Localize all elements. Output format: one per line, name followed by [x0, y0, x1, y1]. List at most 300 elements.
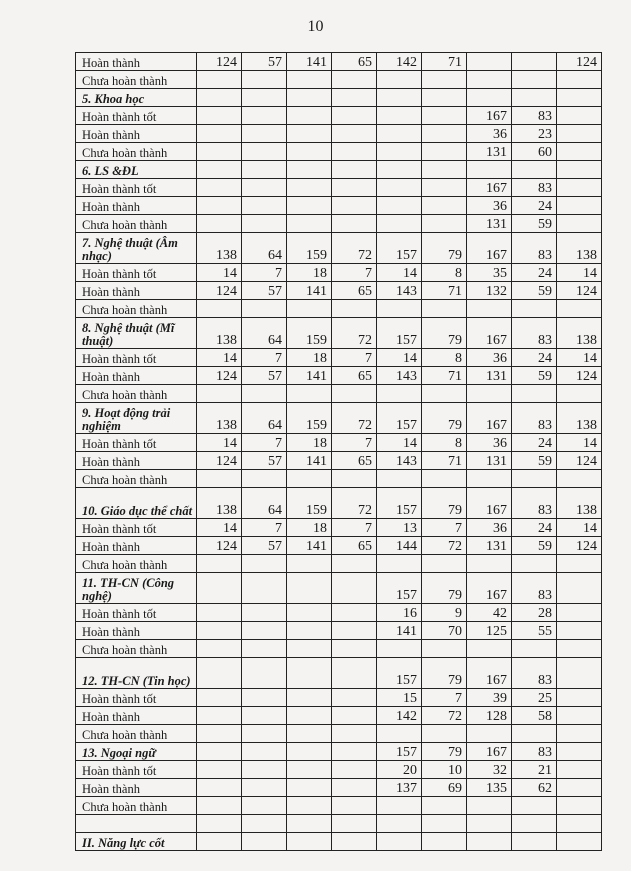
value-cell [287, 604, 332, 622]
table-row [76, 797, 602, 815]
value-cell: 39 [467, 689, 512, 707]
value-cell [287, 125, 332, 143]
value-cell: 167 [467, 107, 512, 125]
section-title: 7. Nghệ thuật (Âm nhạc) [76, 233, 197, 264]
value-cell: 159 [287, 488, 332, 519]
value-cell [377, 179, 422, 197]
value-cell: 24 [512, 264, 557, 282]
value-cell: 59 [512, 452, 557, 470]
value-cell [287, 658, 332, 689]
row-label: Hoàn thành [76, 452, 197, 470]
value-cell [287, 555, 332, 573]
value-cell: 57 [242, 537, 287, 555]
value-cell [512, 71, 557, 89]
value-cell: 15 [377, 689, 422, 707]
value-cell [332, 197, 377, 215]
value-cell: 21 [512, 761, 557, 779]
value-cell [512, 555, 557, 573]
value-cell [467, 725, 512, 743]
value-cell: 124 [557, 452, 602, 470]
value-cell [332, 815, 377, 833]
value-cell [557, 107, 602, 125]
value-cell [287, 689, 332, 707]
value-cell: 7 [332, 264, 377, 282]
value-cell: 55 [512, 622, 557, 640]
value-cell: 157 [377, 573, 422, 604]
value-cell: 18 [287, 264, 332, 282]
value-cell [242, 761, 287, 779]
value-cell: 72 [422, 537, 467, 555]
value-cell: 79 [422, 573, 467, 604]
value-cell [377, 385, 422, 403]
value-cell: 167 [467, 743, 512, 761]
value-cell: 69 [422, 779, 467, 797]
value-cell [242, 385, 287, 403]
section-title: 9. Hoạt động trải nghiệm [76, 403, 197, 434]
value-cell: 83 [512, 403, 557, 434]
value-cell [422, 815, 467, 833]
value-cell: 157 [377, 743, 422, 761]
value-cell [557, 215, 602, 233]
value-cell [197, 640, 242, 658]
value-cell: 59 [512, 215, 557, 233]
value-cell [287, 197, 332, 215]
table-row [76, 179, 602, 197]
section-title: 13. Ngoại ngữ [76, 743, 197, 761]
value-cell [377, 161, 422, 179]
value-cell [557, 743, 602, 761]
value-cell [242, 89, 287, 107]
value-cell [287, 573, 332, 604]
value-cell: 79 [422, 318, 467, 349]
value-cell [467, 815, 512, 833]
value-cell [557, 761, 602, 779]
value-cell [557, 622, 602, 640]
value-cell [242, 179, 287, 197]
value-cell [467, 53, 512, 71]
value-cell: 24 [512, 349, 557, 367]
value-cell: 79 [422, 743, 467, 761]
value-cell [377, 71, 422, 89]
table-row [76, 555, 602, 573]
value-cell [197, 71, 242, 89]
value-cell: 24 [512, 197, 557, 215]
value-cell: 83 [512, 233, 557, 264]
value-cell: 131 [467, 143, 512, 161]
value-cell [287, 385, 332, 403]
table-row [76, 470, 602, 488]
value-cell [332, 622, 377, 640]
value-cell: 65 [332, 282, 377, 300]
row-label: Hoàn thành tốt [76, 519, 197, 537]
value-cell: 83 [512, 743, 557, 761]
row-label: Chưa hoàn thành [76, 725, 197, 743]
table-row [76, 71, 602, 89]
value-cell: 10 [422, 761, 467, 779]
table-row [76, 707, 602, 725]
table-row [76, 537, 602, 555]
value-cell: 141 [377, 622, 422, 640]
value-cell: 131 [467, 215, 512, 233]
value-cell: 135 [467, 779, 512, 797]
row-label: Hoàn thành tốt [76, 179, 197, 197]
value-cell [377, 797, 422, 815]
value-cell: 36 [467, 197, 512, 215]
section-title: 8. Nghệ thuật (Mĩ thuật) [76, 318, 197, 349]
results-table [75, 52, 602, 851]
value-cell [557, 779, 602, 797]
section-header-row [76, 658, 602, 689]
value-cell [242, 833, 287, 851]
value-cell [197, 215, 242, 233]
value-cell [557, 689, 602, 707]
value-cell [242, 815, 287, 833]
value-cell: 124 [557, 367, 602, 385]
value-cell [512, 89, 557, 107]
value-cell [467, 89, 512, 107]
table-row [76, 197, 602, 215]
row-label: Hoàn thành tốt [76, 689, 197, 707]
section-title: 11. TH-CN (Công nghệ) [76, 573, 197, 604]
value-cell [332, 89, 377, 107]
value-cell: 131 [467, 452, 512, 470]
value-cell [557, 143, 602, 161]
value-cell [377, 143, 422, 161]
section-header-row [76, 743, 602, 761]
value-cell: 59 [512, 282, 557, 300]
value-cell [332, 573, 377, 604]
value-cell: 25 [512, 689, 557, 707]
value-cell: 57 [242, 53, 287, 71]
value-cell [467, 470, 512, 488]
value-cell [332, 125, 377, 143]
value-cell: 28 [512, 604, 557, 622]
value-cell: 141 [287, 367, 332, 385]
value-cell [557, 707, 602, 725]
value-cell: 124 [197, 53, 242, 71]
value-cell [287, 179, 332, 197]
table-body [76, 53, 602, 851]
value-cell: 16 [377, 604, 422, 622]
value-cell [242, 797, 287, 815]
value-cell [287, 640, 332, 658]
row-label: Hoàn thành [76, 53, 197, 71]
value-cell [467, 555, 512, 573]
value-cell [332, 470, 377, 488]
table-row [76, 349, 602, 367]
value-cell: 36 [467, 434, 512, 452]
value-cell: 24 [512, 434, 557, 452]
value-cell: 142 [377, 53, 422, 71]
value-cell: 14 [377, 349, 422, 367]
value-cell [197, 815, 242, 833]
value-cell [557, 197, 602, 215]
value-cell: 138 [557, 233, 602, 264]
value-cell: 141 [287, 282, 332, 300]
value-cell: 138 [197, 488, 242, 519]
value-cell: 59 [512, 537, 557, 555]
value-cell [242, 640, 287, 658]
value-cell: 128 [467, 707, 512, 725]
value-cell [242, 707, 287, 725]
section-header-row [76, 233, 602, 264]
value-cell: 7 [332, 349, 377, 367]
value-cell [422, 797, 467, 815]
value-cell [377, 300, 422, 318]
value-cell [467, 640, 512, 658]
value-cell [287, 161, 332, 179]
value-cell: 36 [467, 519, 512, 537]
row-label: Chưa hoàn thành [76, 300, 197, 318]
value-cell [287, 89, 332, 107]
row-label: Hoàn thành [76, 707, 197, 725]
value-cell: 124 [557, 537, 602, 555]
value-cell [197, 385, 242, 403]
row-label: Hoàn thành [76, 197, 197, 215]
value-cell [242, 555, 287, 573]
value-cell [332, 179, 377, 197]
row-label: Chưa hoàn thành [76, 215, 197, 233]
value-cell [332, 143, 377, 161]
value-cell [512, 815, 557, 833]
value-cell [287, 215, 332, 233]
table-row [76, 107, 602, 125]
value-cell: 138 [197, 318, 242, 349]
value-cell [332, 215, 377, 233]
value-cell: 142 [377, 707, 422, 725]
value-cell [197, 179, 242, 197]
value-cell: 159 [287, 318, 332, 349]
value-cell: 64 [242, 233, 287, 264]
value-cell: 157 [377, 233, 422, 264]
value-cell [242, 71, 287, 89]
value-cell [512, 300, 557, 318]
section-header-row [76, 573, 602, 604]
value-cell [197, 622, 242, 640]
value-cell: 7 [242, 519, 287, 537]
value-cell: 83 [512, 658, 557, 689]
value-cell: 71 [422, 282, 467, 300]
value-cell: 36 [467, 125, 512, 143]
value-cell: 71 [422, 53, 467, 71]
value-cell: 124 [557, 282, 602, 300]
row-label: Hoàn thành [76, 367, 197, 385]
value-cell [332, 555, 377, 573]
value-cell [422, 197, 467, 215]
value-cell [287, 833, 332, 851]
value-cell [422, 470, 467, 488]
value-cell: 144 [377, 537, 422, 555]
table-row [76, 367, 602, 385]
section-header-row [76, 318, 602, 349]
table-row [76, 689, 602, 707]
value-cell [557, 725, 602, 743]
value-cell [242, 470, 287, 488]
value-cell [242, 779, 287, 797]
value-cell [197, 470, 242, 488]
value-cell: 24 [512, 519, 557, 537]
value-cell [287, 779, 332, 797]
value-cell: 7 [422, 519, 467, 537]
table-row [76, 300, 602, 318]
section-title: 6. LS &ĐL [76, 161, 197, 179]
value-cell: 143 [377, 452, 422, 470]
row-label: Hoàn thành [76, 282, 197, 300]
value-cell: 14 [557, 349, 602, 367]
value-cell [467, 300, 512, 318]
value-cell [422, 725, 467, 743]
value-cell: 157 [377, 658, 422, 689]
value-cell: 70 [422, 622, 467, 640]
value-cell [287, 725, 332, 743]
value-cell: 13 [377, 519, 422, 537]
value-cell: 65 [332, 537, 377, 555]
value-cell [422, 385, 467, 403]
value-cell [242, 573, 287, 604]
value-cell [422, 300, 467, 318]
value-cell [557, 179, 602, 197]
table-row [76, 622, 602, 640]
value-cell [377, 555, 422, 573]
value-cell [242, 689, 287, 707]
value-cell [287, 143, 332, 161]
value-cell [557, 815, 602, 833]
value-cell: 124 [197, 537, 242, 555]
value-cell [332, 725, 377, 743]
value-cell [557, 573, 602, 604]
table-row [76, 452, 602, 470]
value-cell: 157 [377, 403, 422, 434]
value-cell: 62 [512, 779, 557, 797]
value-cell [242, 725, 287, 743]
table-row [76, 385, 602, 403]
value-cell: 64 [242, 318, 287, 349]
value-cell [557, 833, 602, 851]
value-cell [332, 761, 377, 779]
value-cell [557, 385, 602, 403]
value-cell: 65 [332, 53, 377, 71]
value-cell [422, 161, 467, 179]
value-cell [287, 300, 332, 318]
row-label: Chưa hoàn thành [76, 470, 197, 488]
value-cell: 167 [467, 658, 512, 689]
value-cell: 58 [512, 707, 557, 725]
value-cell [197, 125, 242, 143]
row-label: Hoàn thành [76, 622, 197, 640]
table-row [76, 264, 602, 282]
value-cell: 72 [332, 488, 377, 519]
table-row [76, 519, 602, 537]
table-row [76, 725, 602, 743]
value-cell [332, 743, 377, 761]
value-cell [287, 107, 332, 125]
value-cell: 14 [197, 349, 242, 367]
table-row [76, 282, 602, 300]
value-cell [377, 197, 422, 215]
value-cell [377, 215, 422, 233]
value-cell: 7 [242, 434, 287, 452]
row-label: Hoàn thành tốt [76, 349, 197, 367]
row-label: Chưa hoàn thành [76, 640, 197, 658]
table-row [76, 815, 602, 833]
value-cell [287, 622, 332, 640]
table-row [76, 761, 602, 779]
value-cell [332, 797, 377, 815]
table-row [76, 143, 602, 161]
row-label: Hoàn thành tốt [76, 604, 197, 622]
value-cell: 141 [287, 452, 332, 470]
value-cell [197, 743, 242, 761]
value-cell [197, 658, 242, 689]
row-label: Chưa hoàn thành [76, 71, 197, 89]
value-cell [332, 658, 377, 689]
value-cell: 138 [557, 488, 602, 519]
value-cell [467, 385, 512, 403]
value-cell [197, 689, 242, 707]
value-cell [467, 833, 512, 851]
value-cell: 132 [467, 282, 512, 300]
value-cell [557, 470, 602, 488]
value-cell [377, 89, 422, 107]
row-label: Hoàn thành [76, 537, 197, 555]
value-cell [557, 300, 602, 318]
value-cell: 72 [422, 707, 467, 725]
table-row [76, 215, 602, 233]
value-cell [377, 470, 422, 488]
value-cell [197, 107, 242, 125]
value-cell: 14 [557, 519, 602, 537]
value-cell: 159 [287, 233, 332, 264]
value-cell: 167 [467, 179, 512, 197]
value-cell [377, 833, 422, 851]
value-cell: 9 [422, 604, 467, 622]
value-cell: 7 [242, 264, 287, 282]
value-cell: 14 [197, 519, 242, 537]
value-cell [332, 385, 377, 403]
value-cell [422, 125, 467, 143]
value-cell [332, 779, 377, 797]
value-cell [557, 125, 602, 143]
row-label: Chưa hoàn thành [76, 555, 197, 573]
value-cell: 8 [422, 264, 467, 282]
value-cell: 14 [377, 264, 422, 282]
value-cell: 18 [287, 349, 332, 367]
value-cell: 8 [422, 434, 467, 452]
value-cell: 141 [287, 53, 332, 71]
value-cell [422, 215, 467, 233]
row-label: Chưa hoàn thành [76, 797, 197, 815]
value-cell [242, 143, 287, 161]
value-cell [197, 761, 242, 779]
row-label: Chưa hoàn thành [76, 143, 197, 161]
value-cell [332, 707, 377, 725]
value-cell [377, 125, 422, 143]
value-cell: 167 [467, 233, 512, 264]
value-cell: 18 [287, 434, 332, 452]
row-label: Hoàn thành [76, 125, 197, 143]
value-cell: 157 [377, 488, 422, 519]
value-cell: 65 [332, 367, 377, 385]
row-label [76, 815, 197, 833]
value-cell [197, 725, 242, 743]
section-header-row [76, 89, 602, 107]
value-cell: 83 [512, 488, 557, 519]
value-cell: 7 [332, 434, 377, 452]
value-cell [197, 161, 242, 179]
table-row [76, 779, 602, 797]
value-cell [197, 197, 242, 215]
value-cell [197, 779, 242, 797]
